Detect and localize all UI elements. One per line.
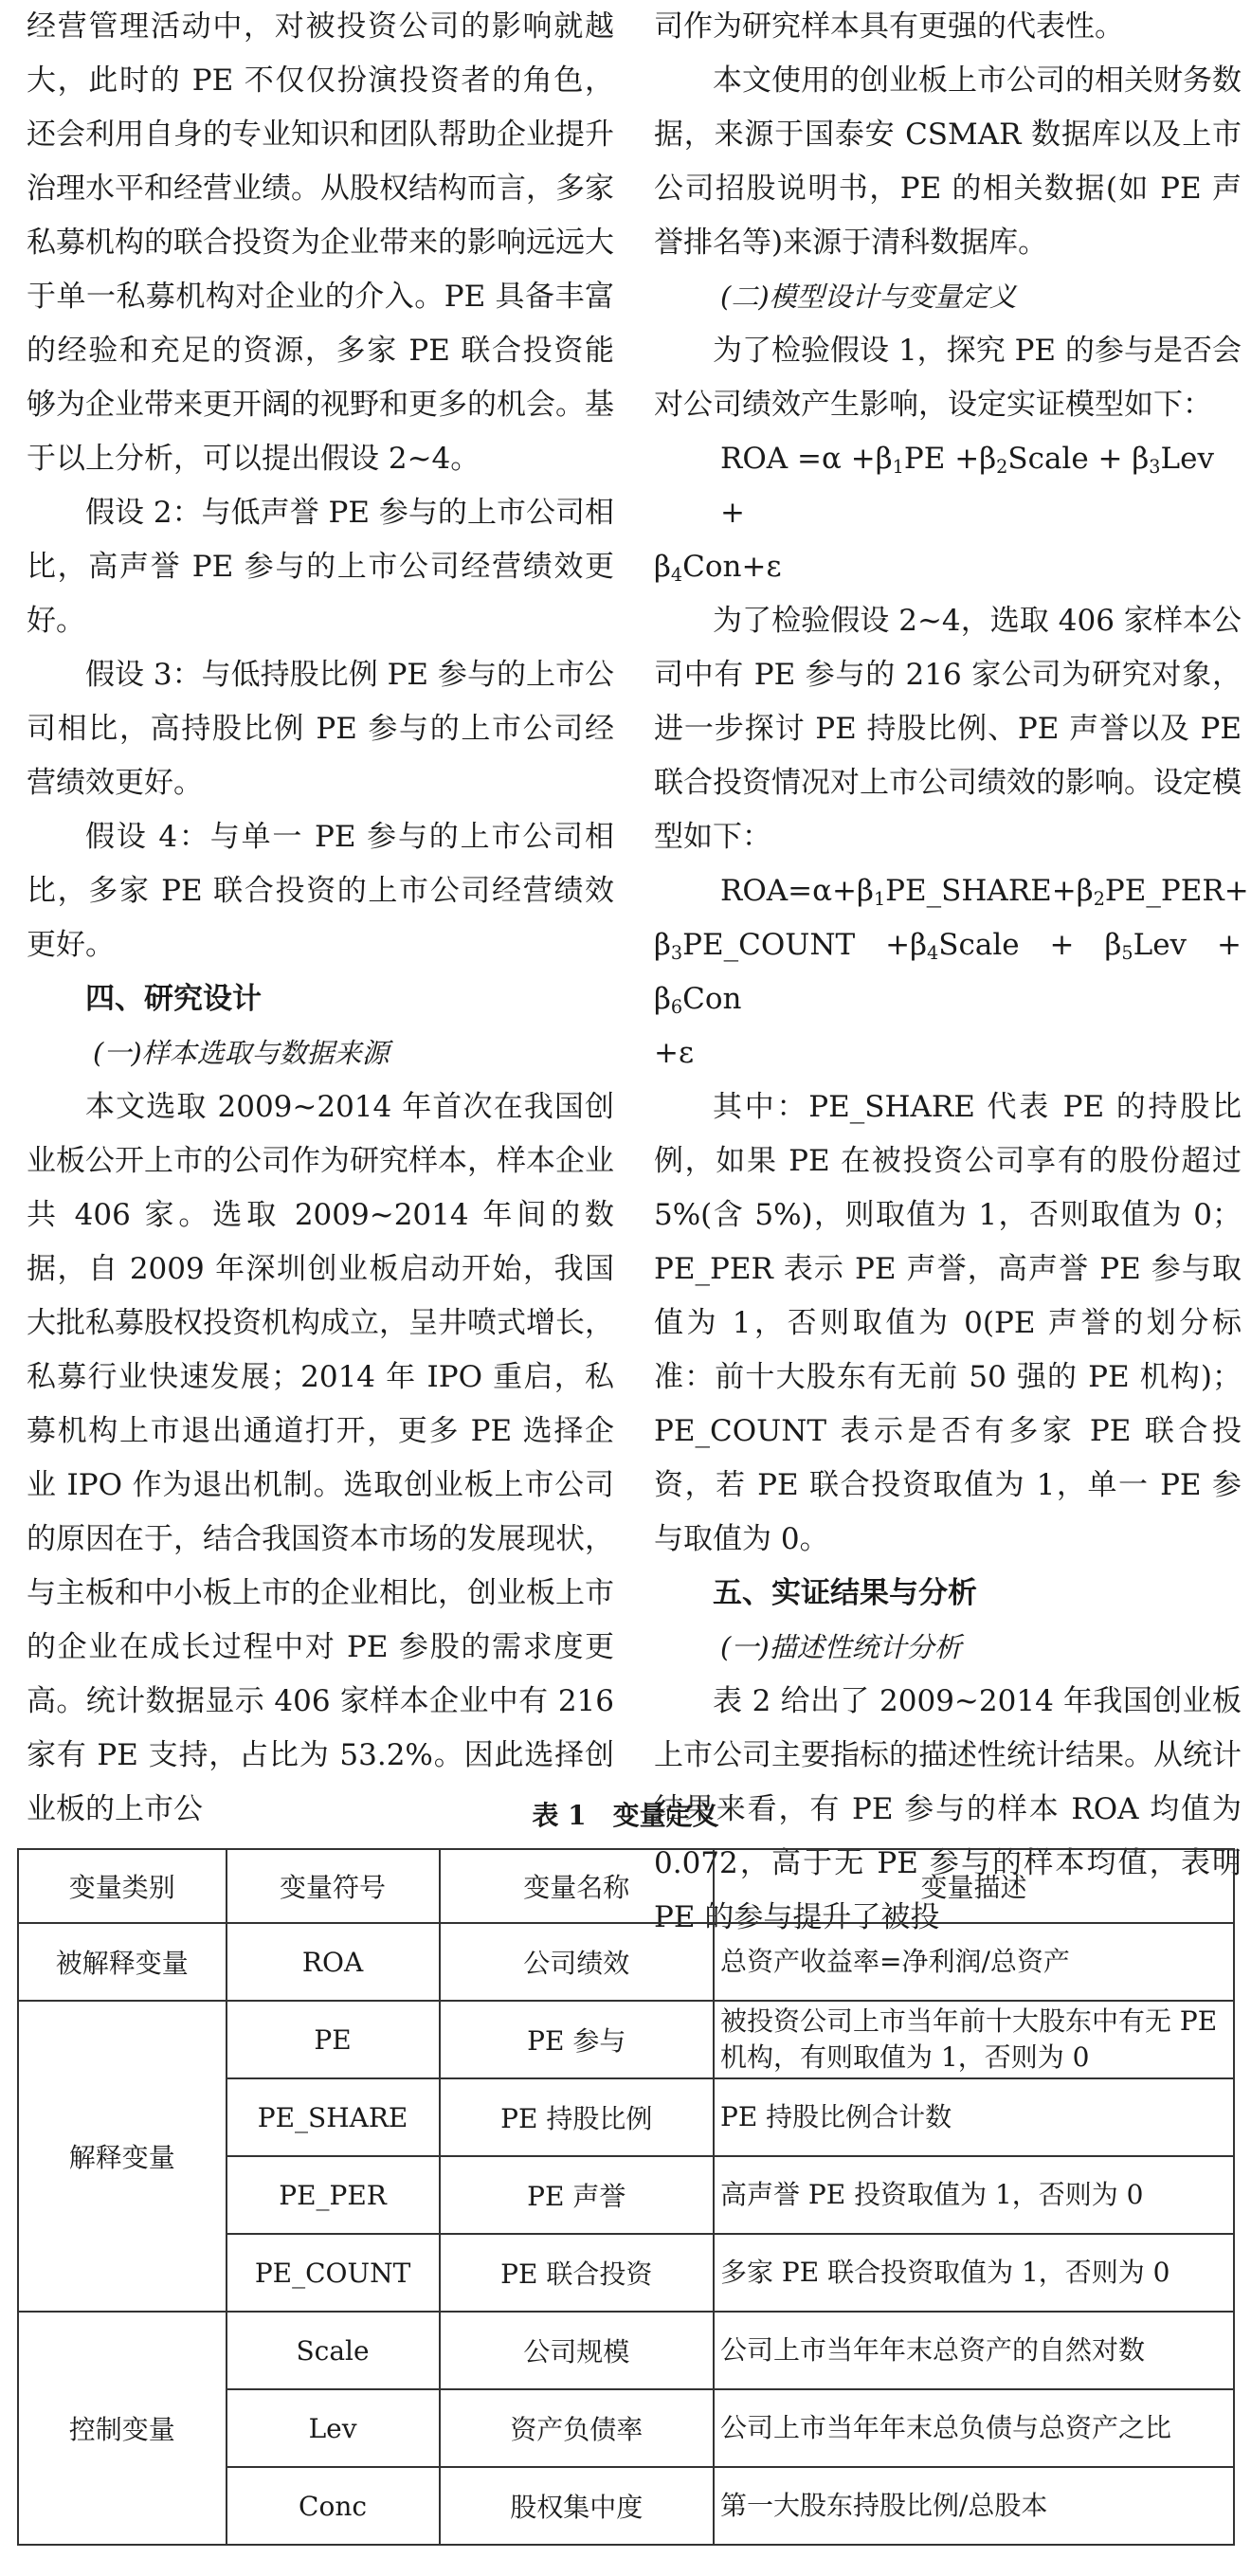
formula-subscript: 4	[670, 563, 683, 586]
table-row	[18, 2312, 1234, 2389]
subsection-heading: (二)模型设计与变量定义	[720, 281, 1017, 313]
formula-text: Con	[682, 982, 742, 1016]
name-cell: PE 声誉	[440, 2156, 714, 2234]
column-header: 变量描述	[714, 1849, 1234, 1923]
description-cell: 高声誉 PE 投资取值为 1，否则为 0	[714, 2156, 1234, 2234]
category-cell: 控制变量	[18, 2312, 227, 2545]
column-header: 变量符号	[227, 1849, 440, 1923]
formula-text: Scale + β	[938, 928, 1122, 962]
formula-text: PE_COUNT +β	[682, 928, 928, 962]
formula-text: Scale + β	[1007, 442, 1150, 476]
formula-subscript: 1	[892, 455, 904, 478]
formula-subscript: 3	[1149, 455, 1161, 478]
formula-text: Lev +	[720, 442, 1214, 530]
formula-subscript: 4	[927, 941, 939, 964]
paragraph: 司作为研究样本具有更强的代表性。	[654, 9, 1124, 44]
table-row	[18, 1923, 1234, 2001]
name-cell: 公司规模	[440, 2312, 714, 2389]
column-header: 变量名称	[440, 1849, 714, 1923]
description-cell: 公司上市当年年末总资产的自然对数	[714, 2312, 1234, 2389]
description-cell: 第一大股东持股比例/总股本	[714, 2467, 1234, 2545]
symbol-cell: PE_COUNT	[227, 2234, 440, 2312]
paragraph: 为了检验假设 1，探究 PE 的参与是否会对公司绩效产生影响，设定实证模型如下：	[654, 334, 1242, 422]
section-heading: 四、研究设计	[85, 982, 262, 1016]
formula-text: PE_SHARE+β	[885, 874, 1094, 908]
column-header: 变量类别	[18, 1849, 227, 1923]
formula-text: Con+ε	[682, 550, 782, 584]
variable-definition-table	[17, 1848, 1235, 2546]
formula-subscript: 2	[996, 455, 1008, 478]
right-column	[654, 0, 1249, 1945]
subsection-heading: (一)样本选取与数据来源	[93, 1037, 390, 1069]
hypothesis-2: 假设 2：与低声誉 PE 参与的上市公司相比，高声誉 PE 参与的上市公司经营绩效更好。	[27, 496, 614, 638]
table-title: 表 1 变量定义	[532, 1800, 719, 1831]
model-formula-2	[654, 864, 1249, 1080]
symbol-cell: PE	[227, 2001, 440, 2078]
formula-text: β	[654, 550, 671, 584]
symbol-cell: Lev	[227, 2389, 440, 2467]
paragraph: 经营管理活动中，对被投资公司的影响就越大，此时的 PE 不仅仅扮演投资者的角色，还会利用自身的专业知识和团队帮助企业提升治理水平和经营业绩。从股权结构而言，多家私募机构的联合投资为企业带来的影响远远大于单一私募机构对企业的介入。PE 具备丰富的经验和充足的资源，多家 PE 联合投资能够为企业带来更开阔的视野和更多的机会。基于以上分析，可以提出假设 2~4。	[27, 9, 614, 476]
table-row	[18, 2001, 1234, 2078]
hypothesis-4: 假设 4：与单一 PE 参与的上市公司相比，多家 PE 联合投资的上市公司经营绩效更好。	[27, 820, 614, 962]
paragraph: 本文使用的创业板上市公司的相关财务数据，来源于国泰安 CSMAR 数据库以及上市公司招股说明书，PE 的相关数据(如 PE 声誉排名等)来源于清科数据库。	[654, 63, 1242, 260]
section-heading: 五、实证结果与分析	[713, 1576, 977, 1610]
description-cell: PE 持股比例合计数	[714, 2078, 1234, 2156]
symbol-cell: ROA	[227, 1923, 440, 2001]
formula-text: +ε	[654, 1036, 695, 1070]
formula-text: PE_PER+	[1104, 874, 1249, 908]
name-cell: 资产负债率	[440, 2389, 714, 2467]
symbol-cell: PE_SHARE	[227, 2078, 440, 2156]
symbol-cell: Scale	[227, 2312, 440, 2389]
name-cell: 股权集中度	[440, 2467, 714, 2545]
formula-subscript: 3	[670, 941, 683, 964]
hypothesis-3: 假设 3：与低持股比例 PE 参与的上市公司相比，高持股比例 PE 参与的上市公司经营绩效更好。	[27, 658, 614, 800]
formula-text: β	[654, 928, 671, 962]
formula-text: ROA =α +β	[720, 442, 893, 476]
paragraph: 表 2 给出了 2009~2014 年我国创业板上市公司主要指标的描述性统计结果。从统计结果来看，有 PE 参与的样本 ROA 均值为 0.072，高于无 PE 参与的样本均值，表明 PE 的参与提升了被投	[654, 1684, 1242, 1934]
table-header-row	[18, 1849, 1234, 1923]
description-cell: 公司上市当年年末总负债与总资产之比	[714, 2389, 1234, 2467]
formula-subscript: 1	[873, 887, 886, 910]
formula-text: PE +β	[903, 442, 997, 476]
formula-subscript: 6	[670, 995, 683, 1018]
description-cell: 总资产收益率=净利润/总资产	[714, 1923, 1234, 2001]
model-formula-1	[654, 432, 1242, 594]
paragraph: 其中：PE_SHARE 代表 PE 的持股比例，如果 PE 在被投资公司享有的股份超过 5%(含 5%)，则取值为 1，否则取值为 0；PE_PER 表示 PE 声誉，高声誉 PE 参与取值为 1，否则取值为 0(PE 声誉的划分标准：前十大股东有无前 50 强的 PE 机构)；PE_COUNT 表示是否有多家 PE 联合投资，若 PE 联合投资取值为 1，单一 PE 参与取值为 0。	[654, 1090, 1242, 1556]
name-cell: 公司绩效	[440, 1923, 714, 2001]
paragraph: 本文选取 2009~2014 年首次在我国创业板公开上市的公司作为研究样本，样本企业共 406 家。选取 2009~2014 年间的数据，自 2009 年深圳创业板启动开始，我国大批私募股权投资机构成立，呈井喷式增长，私募行业快速发展；2014 年 IPO 重启，私募机构上市退出通道打开，更多 PE 选择企业 IPO 作为退出机制。选取创业板上市公司的原因在于，结合我国资本市场的发展现状，与主板和中小板上市的企业相比，创业板上市的企业在成长过程中对 PE 参股的需求度更高。统计数据显示 406 家样本企业中有 216 家有 PE 支持，占比为 53.2%。因此选择创业板的上市公	[27, 1090, 614, 1826]
left-column	[27, 0, 614, 1837]
category-cell: 解释变量	[18, 2001, 227, 2312]
symbol-cell: Conc	[227, 2467, 440, 2545]
description-cell: 多家 PE 联合投资取值为 1，否则为 0	[714, 2234, 1234, 2312]
paragraph: 为了检验假设 2~4，选取 406 家样本公司中有 PE 参与的 216 家公司为研究对象，进一步探讨 PE 持股比例、PE 声誉以及 PE 联合投资情况对上市公司绩效的影响。设定模型如下：	[654, 604, 1242, 854]
symbol-cell: PE_PER	[227, 2156, 440, 2234]
subsection-heading: (一)描述性统计分析	[720, 1631, 962, 1663]
category-cell: 被解释变量	[18, 1923, 227, 2001]
name-cell: PE 持股比例	[440, 2078, 714, 2156]
formula-subscript: 5	[1121, 941, 1133, 964]
description-cell: 被投资公司上市当年前十大股东中有无 PE 机构，有则取值为 1，否则为 0	[714, 2001, 1234, 2078]
formula-text: Lev + β	[654, 928, 1242, 1016]
name-cell: PE 参与	[440, 2001, 714, 2078]
formula-subscript: 2	[1093, 887, 1105, 910]
name-cell: PE 联合投资	[440, 2234, 714, 2312]
formula-text: ROA=α+β	[720, 874, 874, 908]
